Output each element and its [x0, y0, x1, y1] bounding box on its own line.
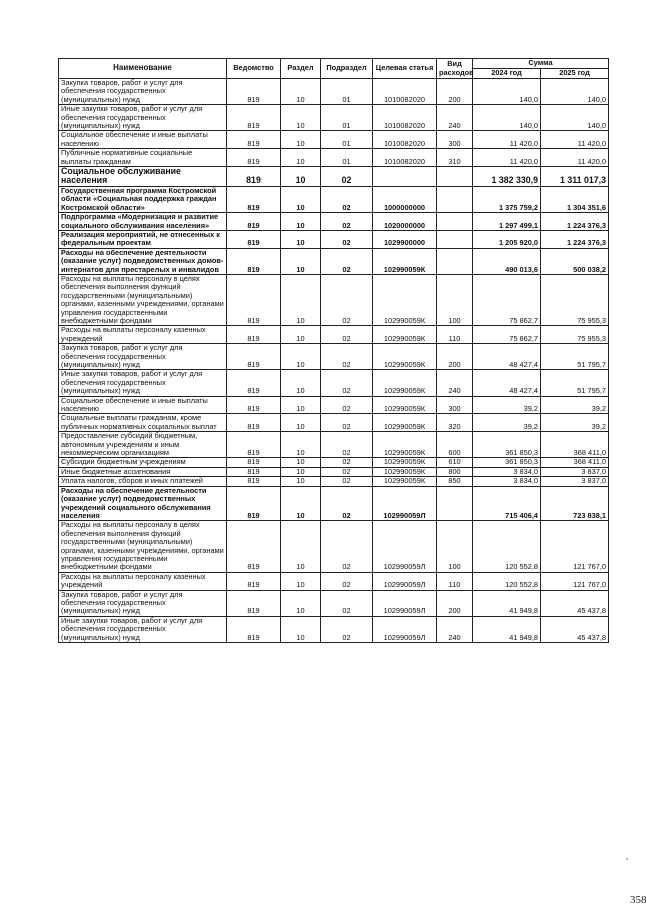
cell-podrazdel: 02 — [321, 167, 373, 187]
header-target-article: Целевая статья — [373, 59, 437, 79]
cell-razdel: 10 — [281, 432, 321, 458]
cell-target-article: 102990059Л — [373, 572, 437, 590]
cell-expense-type: 300 — [437, 396, 473, 414]
cell-sum-2025: 39,2 — [541, 396, 609, 414]
cell-razdel: 10 — [281, 149, 321, 167]
cell-name: Закупка товаров, работ и услуг для обеспечения государственных (муниципальных) нужд — [59, 590, 227, 616]
cell-target-article: 102990059Л — [373, 616, 437, 642]
cell-name: Расходы на выплаты персоналу казенных учреждений — [59, 326, 227, 344]
budget-table — [58, 58, 609, 643]
cell-vedomstvo: 819 — [227, 590, 281, 616]
cell-sum-2024: 140,0 — [473, 79, 541, 105]
cell-sum-2025: 140,0 — [541, 105, 609, 131]
cell-vedomstvo: 819 — [227, 521, 281, 572]
cell-expense-type: 300 — [437, 131, 473, 149]
cell-sum-2025: 1 224 376,3 — [541, 230, 609, 248]
cell-sum-2025: 75 955,3 — [541, 326, 609, 344]
cell-vedomstvo: 819 — [227, 414, 281, 432]
cell-sum-2025: 3 837,0 — [541, 477, 609, 486]
cell-sum-2024: 120 552,8 — [473, 521, 541, 572]
scan-speck — [626, 858, 628, 860]
cell-expense-type: 240 — [437, 105, 473, 131]
cell-expense-type: 800 — [437, 467, 473, 476]
cell-vedomstvo: 819 — [227, 149, 281, 167]
cell-sum-2025: 1 311 017,3 — [541, 167, 609, 187]
cell-target-article: 1029900000 — [373, 230, 437, 248]
cell-vedomstvo: 819 — [227, 248, 281, 274]
cell-vedomstvo: 819 — [227, 326, 281, 344]
table-row — [59, 79, 609, 105]
table-row — [59, 167, 609, 187]
cell-expense-type: 310 — [437, 149, 473, 167]
cell-target-article: 102990059К — [373, 414, 437, 432]
cell-name: Уплата налогов, сборов и иных платежей — [59, 477, 227, 486]
cell-podrazdel: 02 — [321, 572, 373, 590]
table-body — [59, 79, 609, 643]
cell-name: Расходы на выплаты персоналу в целях обеспечения выполнения функций государственными (муниципальными) органами, казенными учреждениями, органами управления государственными внебюджетными фондами — [59, 521, 227, 572]
cell-razdel: 10 — [281, 186, 321, 212]
cell-sum-2025: 368 411,0 — [541, 458, 609, 467]
cell-name: Публичные нормативные социальные выплаты гражданам — [59, 149, 227, 167]
cell-vedomstvo: 819 — [227, 396, 281, 414]
cell-expense-type — [437, 213, 473, 231]
table-row — [59, 486, 609, 521]
cell-expense-type: 200 — [437, 344, 473, 370]
cell-sum-2025: 75 955,3 — [541, 274, 609, 325]
cell-vedomstvo: 819 — [227, 274, 281, 325]
cell-sum-2024: 75 862,7 — [473, 326, 541, 344]
cell-sum-2025: 11 420,0 — [541, 131, 609, 149]
cell-podrazdel: 02 — [321, 370, 373, 396]
cell-podrazdel: 02 — [321, 414, 373, 432]
cell-name: Иные закупки товаров, работ и услуг для обеспечения государственных (муниципальных) нужд — [59, 105, 227, 131]
cell-name: Предоставление субсидий бюджетным, автономным учреждениям и иным некоммерческим организациям — [59, 432, 227, 458]
cell-vedomstvo: 819 — [227, 213, 281, 231]
cell-expense-type: 110 — [437, 326, 473, 344]
cell-vedomstvo: 819 — [227, 131, 281, 149]
cell-sum-2025: 121 767,0 — [541, 572, 609, 590]
cell-sum-2025: 51 795,7 — [541, 370, 609, 396]
cell-name: Расходы на обеспечение деятельности (оказание услуг) подведомственных домов-интернатов для престарелых и инвалидов — [59, 248, 227, 274]
table-row — [59, 105, 609, 131]
table-row — [59, 477, 609, 486]
cell-expense-type: 200 — [437, 79, 473, 105]
cell-razdel: 10 — [281, 213, 321, 231]
header-podrazdel: Подраздел — [321, 59, 373, 79]
cell-name: Иные закупки товаров, работ и услуг для обеспечения государственных (муниципальных) нужд — [59, 616, 227, 642]
cell-sum-2024: 48 427,4 — [473, 344, 541, 370]
table-row — [59, 230, 609, 248]
cell-expense-type: 240 — [437, 616, 473, 642]
cell-expense-type: 600 — [437, 432, 473, 458]
cell-sum-2025: 140,0 — [541, 79, 609, 105]
table-row — [59, 186, 609, 212]
cell-sum-2025: 51 795,7 — [541, 344, 609, 370]
cell-razdel: 10 — [281, 396, 321, 414]
cell-sum-2024: 3 834,0 — [473, 477, 541, 486]
cell-expense-type: 100 — [437, 521, 473, 572]
cell-podrazdel: 02 — [321, 230, 373, 248]
header-sum: Сумма — [473, 59, 609, 69]
cell-sum-2024: 11 420,0 — [473, 131, 541, 149]
table-row — [59, 248, 609, 274]
cell-podrazdel: 02 — [321, 274, 373, 325]
cell-podrazdel: 02 — [321, 458, 373, 467]
cell-podrazdel: 02 — [321, 521, 373, 572]
cell-expense-type — [437, 230, 473, 248]
cell-podrazdel: 01 — [321, 131, 373, 149]
cell-expense-type: 200 — [437, 590, 473, 616]
cell-name: Социальное обеспечение и иные выплаты населению — [59, 131, 227, 149]
cell-name: Социальные выплаты гражданам, кроме публичных нормативных социальных выплат — [59, 414, 227, 432]
cell-sum-2025: 45 437,8 — [541, 590, 609, 616]
table-row — [59, 432, 609, 458]
page-number: 358 — [630, 894, 647, 906]
cell-target-article: 1020000000 — [373, 213, 437, 231]
cell-razdel: 10 — [281, 616, 321, 642]
cell-sum-2024: 1 375 759,2 — [473, 186, 541, 212]
cell-sum-2025: 368 411,0 — [541, 432, 609, 458]
cell-podrazdel: 02 — [321, 432, 373, 458]
cell-target-article: 102990059К — [373, 477, 437, 486]
cell-sum-2024: 75 862,7 — [473, 274, 541, 325]
cell-expense-type — [437, 248, 473, 274]
cell-target-article: 1000000000 — [373, 186, 437, 212]
cell-podrazdel: 02 — [321, 616, 373, 642]
cell-podrazdel: 01 — [321, 149, 373, 167]
cell-razdel: 10 — [281, 105, 321, 131]
table-row — [59, 572, 609, 590]
document-page — [58, 58, 647, 906]
cell-sum-2024: 41 949,8 — [473, 590, 541, 616]
cell-vedomstvo: 819 — [227, 186, 281, 212]
cell-podrazdel: 02 — [321, 213, 373, 231]
cell-expense-type: 610 — [437, 458, 473, 467]
cell-name: Социальное обслуживание населения — [59, 167, 227, 187]
cell-razdel: 10 — [281, 370, 321, 396]
header-vedomstvo: Ведомство — [227, 59, 281, 79]
cell-podrazdel: 02 — [321, 396, 373, 414]
cell-target-article: 1010082020 — [373, 105, 437, 131]
cell-razdel: 10 — [281, 414, 321, 432]
table-row — [59, 521, 609, 572]
cell-vedomstvo: 819 — [227, 616, 281, 642]
cell-sum-2024: 361 850,3 — [473, 458, 541, 467]
cell-expense-type — [437, 167, 473, 187]
cell-sum-2024: 1 205 920,0 — [473, 230, 541, 248]
cell-name: Реализация мероприятий, не отнесенных к федеральным проектам — [59, 230, 227, 248]
cell-target-article: 102990059К — [373, 467, 437, 476]
cell-razdel: 10 — [281, 521, 321, 572]
cell-expense-type — [437, 186, 473, 212]
cell-name: Социальное обеспечение и иные выплаты населению — [59, 396, 227, 414]
cell-razdel: 10 — [281, 131, 321, 149]
cell-target-article: 102990059К — [373, 326, 437, 344]
cell-vedomstvo: 819 — [227, 370, 281, 396]
cell-razdel: 10 — [281, 326, 321, 344]
cell-sum-2024: 3 834,0 — [473, 467, 541, 476]
cell-expense-type: 100 — [437, 274, 473, 325]
cell-name: Расходы на выплаты персоналу в целях обеспечения выполнения функций государственными (муниципальными) органами, казенными учреждениями, органами управления государственными внебюджетными фондами — [59, 274, 227, 325]
cell-razdel: 10 — [281, 467, 321, 476]
cell-podrazdel: 02 — [321, 326, 373, 344]
cell-razdel: 10 — [281, 344, 321, 370]
cell-razdel: 10 — [281, 230, 321, 248]
cell-podrazdel: 02 — [321, 477, 373, 486]
cell-expense-type: 850 — [437, 477, 473, 486]
cell-razdel: 10 — [281, 248, 321, 274]
cell-expense-type: 240 — [437, 370, 473, 396]
cell-target-article: 1010082020 — [373, 149, 437, 167]
table-row — [59, 414, 609, 432]
cell-expense-type: 320 — [437, 414, 473, 432]
cell-sum-2024: 140,0 — [473, 105, 541, 131]
cell-vedomstvo: 819 — [227, 167, 281, 187]
cell-target-article: 102990059К — [373, 248, 437, 274]
cell-sum-2025: 723 838,1 — [541, 486, 609, 521]
cell-sum-2025: 3 837,0 — [541, 467, 609, 476]
cell-target-article: 102990059К — [373, 370, 437, 396]
cell-sum-2024: 715 406,4 — [473, 486, 541, 521]
header-year-2024: 2024 год — [473, 69, 541, 79]
cell-vedomstvo: 819 — [227, 432, 281, 458]
cell-sum-2025: 121 767,0 — [541, 521, 609, 572]
cell-target-article: 102990059К — [373, 458, 437, 467]
cell-vedomstvo: 819 — [227, 572, 281, 590]
cell-podrazdel: 02 — [321, 486, 373, 521]
table-row — [59, 370, 609, 396]
cell-name: Расходы на обеспечение деятельности (оказание услуг) подведомственных учреждений социального обслуживания населения — [59, 486, 227, 521]
table-row — [59, 344, 609, 370]
cell-sum-2024: 490 013,6 — [473, 248, 541, 274]
cell-expense-type — [437, 486, 473, 521]
cell-name: Подпрограмма «Модернизация и развитие социального обслуживания населения» — [59, 213, 227, 231]
header-name: Наименование — [59, 59, 227, 79]
cell-sum-2025: 45 437,8 — [541, 616, 609, 642]
cell-sum-2025: 1 224 376,3 — [541, 213, 609, 231]
cell-name: Расходы на выплаты персоналу казенных учреждений — [59, 572, 227, 590]
cell-vedomstvo: 819 — [227, 230, 281, 248]
cell-sum-2025: 500 038,2 — [541, 248, 609, 274]
table-row — [59, 458, 609, 467]
cell-sum-2025: 39,2 — [541, 414, 609, 432]
cell-vedomstvo: 819 — [227, 486, 281, 521]
cell-sum-2024: 41 949,8 — [473, 616, 541, 642]
cell-target-article: 1010082020 — [373, 79, 437, 105]
cell-razdel: 10 — [281, 79, 321, 105]
cell-name: Закупка товаров, работ и услуг для обеспечения государственных (муниципальных) нужд — [59, 79, 227, 105]
cell-target-article: 102990059К — [373, 274, 437, 325]
cell-sum-2024: 120 552,8 — [473, 572, 541, 590]
cell-target-article: 1010082020 — [373, 131, 437, 149]
cell-sum-2025: 1 304 351,6 — [541, 186, 609, 212]
cell-vedomstvo: 819 — [227, 79, 281, 105]
cell-target-article: 102990059К — [373, 396, 437, 414]
cell-vedomstvo: 819 — [227, 477, 281, 486]
cell-sum-2024: 1 297 499,1 — [473, 213, 541, 231]
cell-name: Закупка товаров, работ и услуг для обеспечения государственных (муниципальных) нужд — [59, 344, 227, 370]
cell-sum-2024: 39,2 — [473, 396, 541, 414]
cell-target-article: 102990059К — [373, 432, 437, 458]
cell-sum-2024: 1 382 330,9 — [473, 167, 541, 187]
cell-sum-2024: 48 427,4 — [473, 370, 541, 396]
cell-sum-2024: 11 420,0 — [473, 149, 541, 167]
cell-name: Субсидии бюджетным учреждениям — [59, 458, 227, 467]
cell-target-article — [373, 167, 437, 187]
cell-sum-2024: 39,2 — [473, 414, 541, 432]
cell-target-article: 102990059К — [373, 344, 437, 370]
table-row — [59, 590, 609, 616]
header-year-2025: 2025 год — [541, 69, 609, 79]
header-expense-type: Вид расходов — [437, 59, 473, 79]
table-row — [59, 326, 609, 344]
cell-razdel: 10 — [281, 590, 321, 616]
cell-podrazdel: 02 — [321, 590, 373, 616]
table-row — [59, 274, 609, 325]
cell-podrazdel: 02 — [321, 248, 373, 274]
cell-sum-2024: 361 850,3 — [473, 432, 541, 458]
cell-vedomstvo: 819 — [227, 344, 281, 370]
cell-podrazdel: 02 — [321, 344, 373, 370]
cell-sum-2025: 11 420,0 — [541, 149, 609, 167]
cell-razdel: 10 — [281, 167, 321, 187]
cell-razdel: 10 — [281, 274, 321, 325]
cell-podrazdel: 02 — [321, 467, 373, 476]
cell-podrazdel: 02 — [321, 186, 373, 212]
cell-podrazdel: 01 — [321, 79, 373, 105]
cell-razdel: 10 — [281, 477, 321, 486]
cell-razdel: 10 — [281, 486, 321, 521]
cell-expense-type: 110 — [437, 572, 473, 590]
cell-target-article: 102990059Л — [373, 486, 437, 521]
cell-name: Иные закупки товаров, работ и услуг для обеспечения государственных (муниципальных) нужд — [59, 370, 227, 396]
cell-name: Иные бюджетные ассигнования — [59, 467, 227, 476]
table-row — [59, 131, 609, 149]
cell-vedomstvo: 819 — [227, 458, 281, 467]
table-row — [59, 213, 609, 231]
cell-target-article: 102990059Л — [373, 521, 437, 572]
cell-razdel: 10 — [281, 458, 321, 467]
table-row — [59, 149, 609, 167]
cell-name: Государственная программа Костромской области «Социальная поддержка граждан Костромской области» — [59, 186, 227, 212]
table-row — [59, 396, 609, 414]
header-razdel: Раздел — [281, 59, 321, 79]
cell-vedomstvo: 819 — [227, 105, 281, 131]
table-row — [59, 616, 609, 642]
cell-vedomstvo: 819 — [227, 467, 281, 476]
cell-razdel: 10 — [281, 572, 321, 590]
cell-podrazdel: 01 — [321, 105, 373, 131]
cell-target-article: 102990059Л — [373, 590, 437, 616]
